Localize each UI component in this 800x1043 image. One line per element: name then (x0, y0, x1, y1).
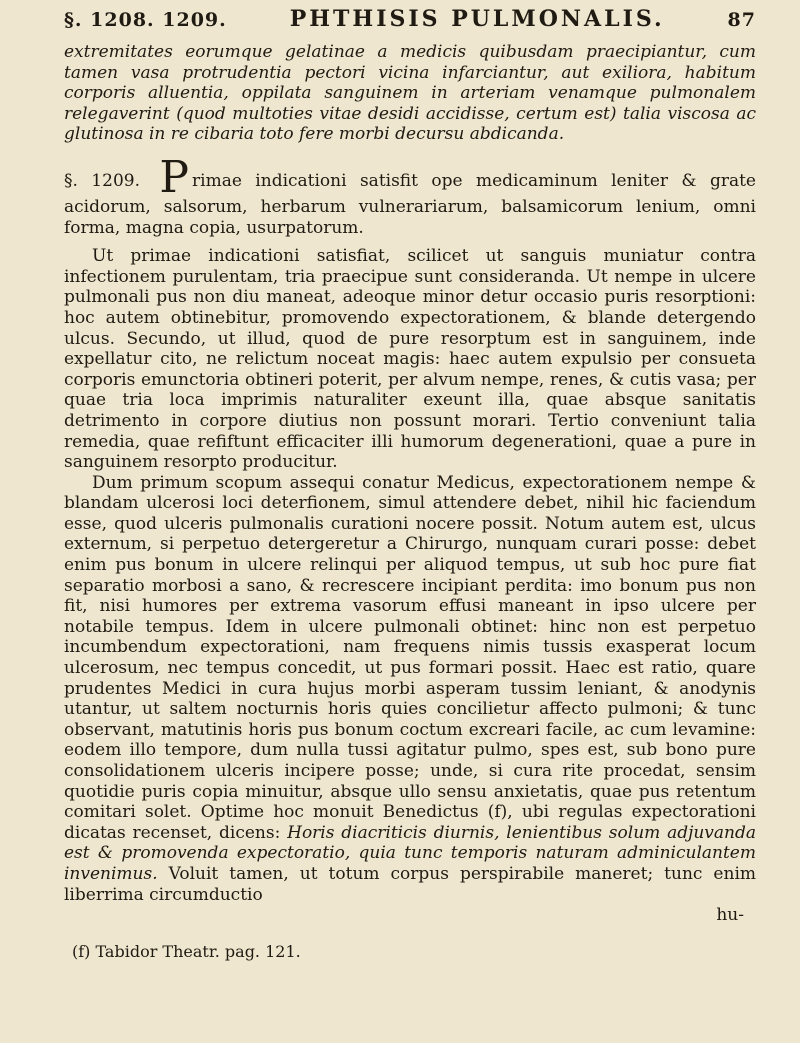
running-title: PHTHISIS PULMONALIS. (289, 6, 665, 32)
continued-paragraph: extremitates eorumque gelatinae a medicis quibusdam praecipiantur, cum tamen vasa protrudentia pectori vicina infarciantur, aut exiliora, habitum corporis alluentia, oppilata sanguinem in arteriam venamque pulmonalem relegaverint (quod multoties vitae desidi accidisse, certum est) talia viscosa ac glutinosa in re cibaria toto fere morbi decursu abdicanda. (64, 42, 756, 145)
catchword: hu- (716, 905, 744, 926)
paragraph-indication: Ut primae indicationi satisfiat, scilicet ut sanguis muniatur contra infectionem purulentam, tria praecipue sunt consideranda. Ut nempe in ulcere pulmonali pus non diu maneat, adeoque minor detur occasio puris resorptioni: hoc autem obtinebitur, promovendo expectorationem, & blande detergendo ulcus. Secundo, ut illud, quod de pure resorptum est in sanguinem, inde expellatur cito, ne relictum noceat magis: haec autem expulsio per consueta corporis emunctoria obtineri poterit, per alvum nempe, renes, & cutis vasa; per quae tria loca imprimis naturaliter exeunt illa, quae absque sanitatis detrimento in corpore diutius non possunt morari. Tertio conveniunt talia remedia, quae refiftunt efficaciter illi humorum degenerationi, quae a pure in sanguinem resorpto producitur. (64, 246, 756, 473)
page-number: 87 (727, 9, 756, 31)
drop-capital: P (159, 151, 190, 203)
paragraph-body: Dum primum scopum assequi conatur Medicus, expectorationem nempe & blandam ulcerosi loci deterfionem, simul attendere debet, nihil hic faciendum esse, quod ulceris pulmonalis curationi nocere possit. Notum autem est, ulcus externum, si perpetuo detergeretur a Chirurgo, nunquam curari posse: debet enim pus bonum in ulcere relinqui per aliquod tempus, ut sub hoc pure fiat separatio morbosi a sano, & recrescere incipiant perdita: imo bonum pus non fit, nisi humores per extrema vasorum effusi maneant in ipso ulcere per notabile tempus. Idem in ulcere pulmonali obtinet: hinc non est perpetuo incumbendum expectorationi, nam frequens nimis tussis exasperat locum ulcerosum, nec tempus concedit, ut pus formari possit. Haec est ratio, quare prudentes Medici in cura hujus morbi asperam tussim leniant, & anodynis utantur, ut saltem nocturnis horis quies concilietur affecto pulmoni; & tunc observant, matutinis horis pus bonum coctum excreari facile, ac cum levamine: eodem illo tempore, dum nulla tussi agitatur pulmo, spes est, sub bono pure consolidationem ulceris incipere posse; unde, si cura rite procedat, sensim quotidie puris copia minuitur, absque ullo sensu anxietatis, quae pus retentum comitari solet. Optime hoc monuit Benedictus (f), ubi regulas expectorationi dicatas recenset, dicens: (64, 472, 756, 843)
footnote: (f) Tabidor Theatr. pag. 121. (72, 942, 301, 962)
quotation: Horis diacriticis diurnis, lenientibus solum adjuvanda est & promovenda expectoratio, quia tunc temporis naturam adminiculantem invenimus. (64, 822, 757, 884)
running-header (64, 6, 756, 32)
paragraph-tail: Voluit tamen, ut totum corpus perspirabile maneret; tunc enim liberrima circumductio (64, 863, 757, 905)
paragraph-expectoration (64, 473, 756, 905)
section-number: §. 1209. (64, 170, 140, 191)
section-1209 (64, 151, 756, 238)
section-text: rimae indicationi satisfit ope medicaminum leniter & grate acidorum, salsorum, herbarum vulnerariarum, balsamicorum lenium, omni forma, magna copia, usurpatorum. (64, 170, 756, 238)
section-range: §. 1208. 1209. (64, 9, 227, 31)
